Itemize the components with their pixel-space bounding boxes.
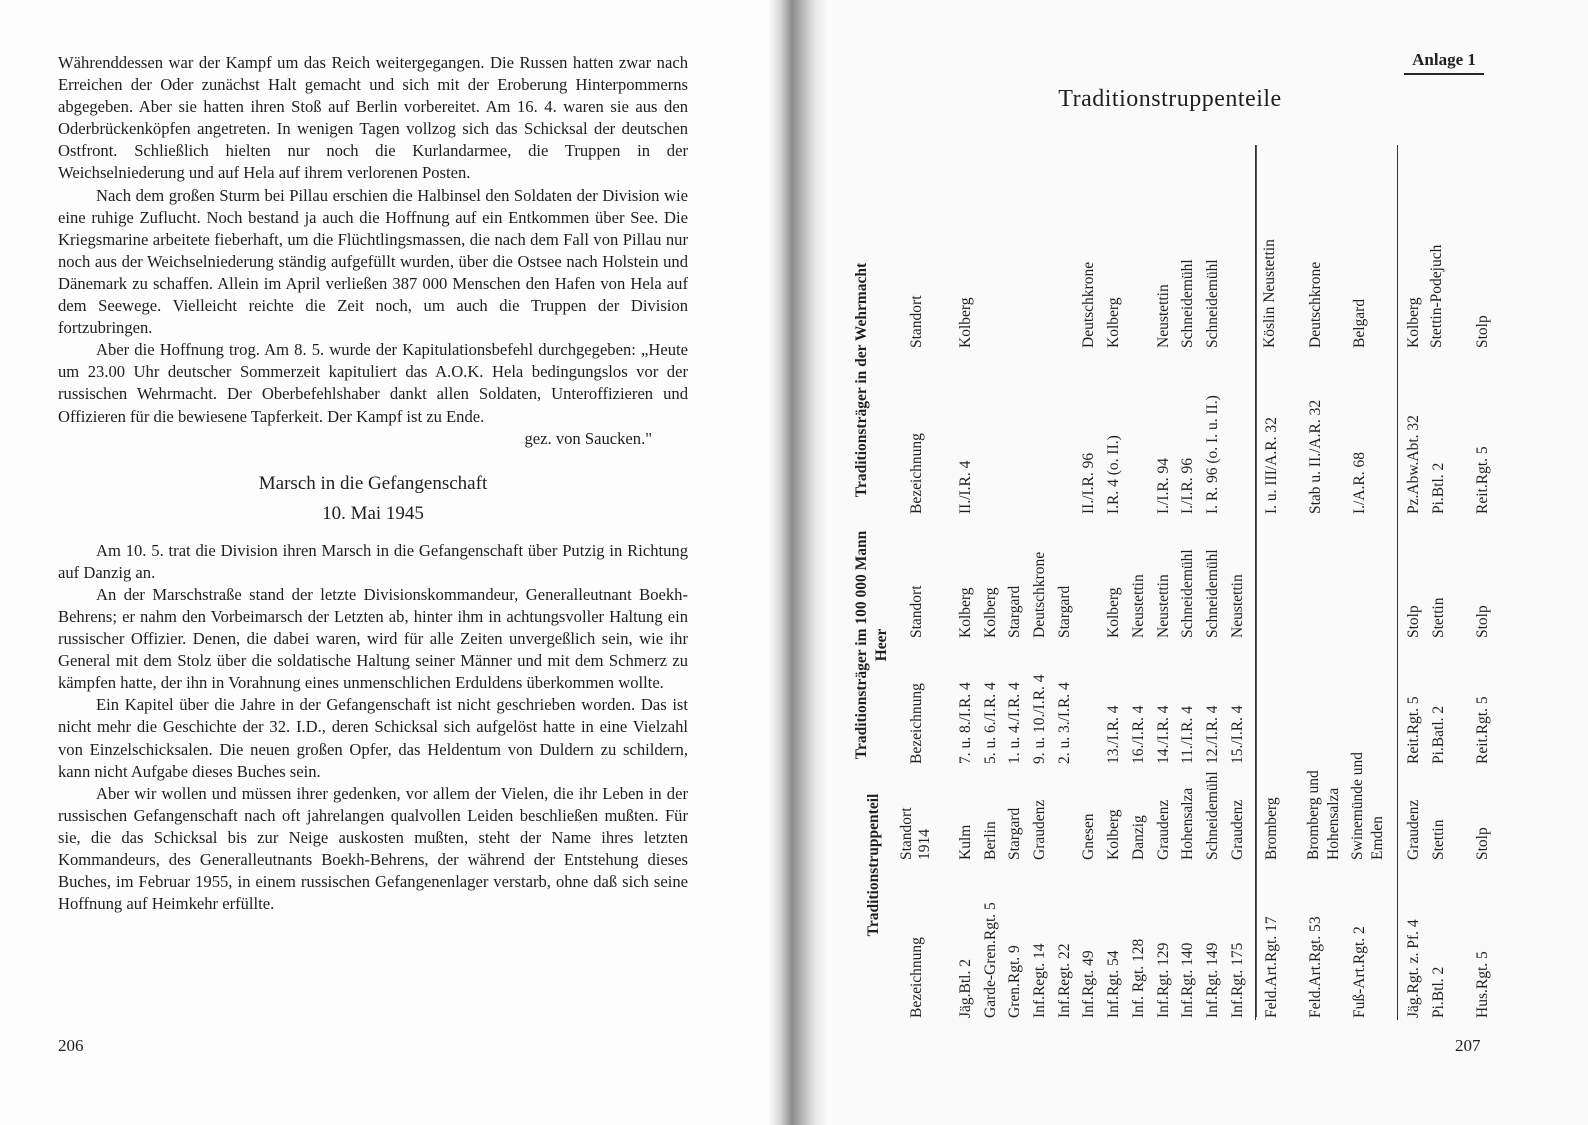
- table-cell: Pi.Batl. 2: [1429, 705, 1447, 764]
- table-cell: Inf.Rgt. 49: [1080, 950, 1098, 1018]
- appendix-label: Anlage 1: [1404, 50, 1484, 75]
- table-cell: Stargard: [1006, 585, 1024, 638]
- table-cell: Stolp: [1405, 605, 1423, 638]
- table-row: [954, 145, 979, 1020]
- table-cell: I./I.R. 96: [1179, 458, 1197, 514]
- table-row: [1260, 145, 1304, 1020]
- table-cell: Belgard: [1351, 298, 1369, 348]
- col-header: Standort: [908, 295, 925, 348]
- table-cell: Gnesen: [1080, 813, 1098, 860]
- paragraph: Ein Kapitel über die Jahre in der Gefangenschaft ist nicht geschrieben worden. Das ist nicht mehr die Geschichte der 32. I.D., deren Schicksal sich aufgelöst hatte in eine Vielzahl von Einzelschicksalen. Die neuen großen Opfer, das Heldentum von Duldern zu schildern, kann nicht Aufgabe dieses Buches sein.: [58, 695, 688, 781]
- table-cell: Inf. Rgt. 128: [1129, 938, 1147, 1018]
- table-cell: Stargard: [1055, 585, 1073, 638]
- table-cell: I. u. III/A.R. 32: [1263, 417, 1281, 514]
- table-cell: Feld.Art.Rgt. 53: [1307, 916, 1325, 1018]
- table-cell: Reit.Rgt. 5: [1405, 696, 1423, 764]
- table-cell: Kolberg: [1405, 297, 1423, 348]
- table-row: [1201, 145, 1226, 1020]
- table-cell: Graudenz: [1154, 799, 1172, 860]
- paragraph: Aber die Hoffnung trog. Am 8. 5. wurde der Kapitulationsbefehl durchgegeben: „Heute um 23.00 Uhr deutscher Sommerzeit kapituliert das A.O.K. Hela bedingungslos vor der russischen Wehrmacht. Der Oberbefehlshaber dankt allen Soldaten, Unteroffizieren und Offizieren für die bewiesene Tapferkeit. Der Kampf ist zu Ende.: [58, 340, 688, 426]
- table-cell: Stolp: [1473, 315, 1491, 348]
- table-cell: 2. u. 3./I.R. 4: [1055, 682, 1073, 764]
- book-gutter: [768, 0, 828, 1125]
- col-header: Standort: [908, 585, 925, 638]
- left-page: [0, 0, 785, 1125]
- page-number: 207: [1455, 1036, 1481, 1055]
- table-row: [1402, 145, 1427, 1020]
- table-cell: Bromberg: [1263, 797, 1281, 860]
- table-cell: Neustettin: [1228, 574, 1246, 638]
- table-row: [1304, 145, 1348, 1020]
- tradition-table: [830, 145, 1491, 1020]
- table-row: [1152, 145, 1177, 1020]
- table-cell: Jäg.Rgt. z. Pf. 4: [1405, 919, 1423, 1018]
- section-date: 10. Mai 1945: [322, 502, 424, 524]
- table-row: [1003, 145, 1028, 1020]
- signature: gez. von Saucken.": [524, 428, 652, 448]
- table-cell: Deutschkrone: [1031, 551, 1049, 638]
- table-cell: Stettin: [1429, 819, 1447, 860]
- table-cell: Stargard: [1006, 807, 1024, 860]
- table-cell: Inf.Regt. 14: [1031, 943, 1049, 1018]
- paragraph: An der Marschstraße stand der letzte Divisionskommandeur, Generalleutnant Boekh-Behrens; er nahm den Vorbeimarsch der Letzten ab, hinter ihm in achtungsvoller Haltung ein russischer Offizier. Denen, die dabei waren, wird für alle Zeiten unvergeßlich sein, wie ihr General mit dem Stolz über die soldatische Haltung seiner Männer und mit dem Schmerz zu kämpfen hatte, der ihn in Vorahnung eines unmenschlichen Erduldens überkommen wollte.: [58, 584, 688, 693]
- paragraph: Am 10. 5. trat die Division ihren Marsch in die Gefangenschaft über Putzig in Richtung auf Danzig an.: [58, 540, 688, 582]
- table-row: [1077, 145, 1102, 1020]
- table-cell: Kolberg: [1105, 809, 1123, 860]
- separator-line: [1255, 145, 1256, 1020]
- paragraph: Währenddessen war der Kampf um das Reich weitergegangen. Die Russen hatten zwar nach Erreichen der Oder zunächst Halt gemacht und sich mit der Eroberung Hinterpommerns abgegeben. Aber sie hatten ihren Stoß auf Berlin vorbereitet. Am 16. 4. waren sie aus den Oderbrückenköpfen angetreten. In wenigen Tagen vollzog sich das Schicksal der deutschen Ostfront. Schließlich hielten nur noch die Kurlandarmee, die Truppen in der Weichselniederung und auf Hela auf ihrem verlorenen Posten.: [58, 53, 688, 183]
- table-cell: 14./I.R. 4: [1154, 705, 1172, 764]
- table-cell: Swinemünde und Emden: [1349, 751, 1387, 860]
- table-cell: Danzig: [1129, 815, 1147, 860]
- table-cell: 11./I.R. 4: [1179, 706, 1197, 764]
- table-row: [1102, 145, 1127, 1020]
- col-header: Standort 1914: [898, 807, 933, 860]
- table-cell: Inf.Rgt. 129: [1154, 942, 1172, 1018]
- table-cell: Pi.Btl. 2: [1429, 462, 1447, 514]
- table-cell: Kolberg: [957, 587, 974, 638]
- table-cell: Stab u. II./A.R. 32: [1307, 399, 1325, 514]
- table-row: [1226, 145, 1251, 1020]
- table-row: [1028, 145, 1053, 1020]
- table-row: [1348, 145, 1392, 1020]
- table-cell: I. R. 96 (o. I. u. II.): [1203, 395, 1221, 514]
- table-cell: I./A.R. 68: [1351, 452, 1369, 514]
- table-cell: 12./I.R. 4: [1203, 705, 1221, 764]
- group-header: Traditionsträger im 100 000 Mann Heer: [853, 530, 890, 760]
- table-cell: Stettin: [1429, 597, 1447, 638]
- table-row: [1471, 145, 1496, 1020]
- table-cell: Köslin Neustettin: [1261, 239, 1279, 348]
- table-cell: Reit.Rgt. 5: [1473, 446, 1491, 514]
- table-cell: Schneidemühl: [1179, 549, 1197, 638]
- separator-line: [1397, 145, 1398, 1020]
- table-cell: Reit.Rgt. 5: [1473, 696, 1491, 764]
- table-cell: Neustettin: [1154, 574, 1172, 638]
- table-cell: Neustettin: [1129, 574, 1147, 638]
- table-cell: Kolberg: [981, 587, 999, 638]
- paragraph: Aber wir wollen und müssen ihrer gedenken, vor allem der Vielen, die ihr Leben in der russischen Gefangenschaft nach oft jahrelangen qualvollen Leiden beschließen mußten. Für sie, die das Schicksal bis zur Neige auskosten mußten, steht der Name ihres letzten Kommandeurs, des Generalleutnants Boekh-Behrens, der während der Entstehung dieses Buches, im Februar 1955, in einem russischen Gefangenenlager verstarb, ohne daß sich seine Hoffnung auf Heimkehr erfüllte.: [58, 783, 688, 914]
- left-page-text: [58, 52, 688, 915]
- table-cell: 13./I.R. 4: [1105, 705, 1123, 764]
- table-cell: Graudenz: [1228, 799, 1246, 860]
- table-cell: Feld.Art.Rgt. 17: [1263, 916, 1281, 1018]
- section-title: Marsch in die Gefangenschaft: [258, 472, 488, 494]
- table-cell: Hohensalza: [1179, 787, 1197, 860]
- group-header: Traditionstruppenteil: [865, 793, 882, 937]
- table-cell: Deutschkrone: [1307, 261, 1325, 348]
- table-cell: Garde-Gren.Rgt. 5: [981, 902, 999, 1018]
- table-cell: Berlin: [981, 821, 999, 860]
- group-separator: [1392, 145, 1402, 1020]
- table-cell: Jäg.Btl. 2: [957, 959, 974, 1018]
- table-cell: 1. u. 4./I.R. 4: [1006, 682, 1024, 764]
- table-cell: Inf.Rgt. 175: [1228, 942, 1246, 1018]
- table-cell: Inf.Regt. 22: [1055, 943, 1073, 1018]
- table-cell: II./I.R. 4: [957, 460, 974, 514]
- table-cell: Kulm: [957, 824, 974, 860]
- table-cell: Gren.Rgt. 9: [1006, 945, 1024, 1018]
- table-row: [1127, 145, 1152, 1020]
- table-cell: I.R. 4 (o. II.): [1105, 435, 1123, 514]
- table-cell: 9. u. 10./I.R. 4: [1031, 674, 1049, 764]
- table-cell: 15./I.R. 4: [1228, 705, 1246, 764]
- table-cell: Schneidemühl: [1203, 259, 1221, 348]
- table-body: [954, 145, 1496, 1020]
- table-cell: Kolberg: [1105, 297, 1123, 348]
- table-row: [1176, 145, 1201, 1020]
- col-header: Bezeichnung: [908, 683, 925, 764]
- table-cell: Pz.Abw.Abt. 32: [1405, 415, 1423, 514]
- group-header: Traditionsträger in der Wehrmacht: [853, 262, 870, 498]
- page-number: 206: [58, 1036, 84, 1055]
- table-cell: Inf.Rgt. 140: [1179, 942, 1197, 1018]
- table-cell: 7. u. 8./I.R. 4: [957, 682, 974, 764]
- table-cell: I./I.R. 94: [1154, 458, 1172, 514]
- table-cell: II./I.R. 96: [1080, 452, 1098, 514]
- table-cell: Neustettin: [1154, 284, 1172, 348]
- table-cell: Bromberg und Hohensalza: [1305, 770, 1343, 860]
- table-cell: Schneidemühl: [1203, 549, 1221, 638]
- table-cell: Inf.Rgt. 149: [1203, 942, 1221, 1018]
- col-header: Bezeichnung: [908, 433, 925, 514]
- table-row: [1427, 145, 1471, 1020]
- table-cell: Stolp: [1473, 605, 1491, 638]
- table-cell: Inf.Rgt. 54: [1105, 950, 1123, 1018]
- table-cell: 5. u. 6./I.R. 4: [981, 682, 999, 764]
- table-cell: Hus.Rgt. 5: [1473, 951, 1491, 1018]
- table-cell: Stolp: [1473, 827, 1491, 860]
- col-header: Bezeichnung: [908, 937, 925, 1018]
- table-cell: 16./I.R. 4: [1129, 705, 1147, 764]
- group-separator: [1250, 145, 1260, 1020]
- table-cell: Schneidemühl: [1179, 259, 1197, 348]
- table-cell: Graudenz: [1405, 799, 1423, 860]
- table-cell: Kolberg: [957, 297, 974, 348]
- table-row: [979, 145, 1004, 1020]
- table-cell: Fuß-Art.Rgt. 2: [1351, 926, 1369, 1018]
- table-cell: Schneidemühl: [1203, 771, 1221, 860]
- table-cell: Graudenz: [1031, 799, 1049, 860]
- table-cell: Kolberg: [1105, 587, 1123, 638]
- table-cell: Deutschkrone: [1080, 261, 1098, 348]
- page-title: Traditionstruppenteile: [1058, 86, 1282, 112]
- paragraph: Nach dem großen Sturm bei Pillau erschien die Halbinsel den Soldaten der Division wie eine ruhige Zuflucht. Noch bestand ja auch die Hoffnung auf ein Entkommen über See. Die Kriegsmarine arbeitete fieberhaft, um die Flüchtlingsmassen, die nach dem Fall von Pillau nur noch aus der Weichselniederung ständig aufgefüllt wurden, über die Ostsee nach Holstein und Dänemark zu schaffen. Allein im April verließen 387 000 Menschen den Hafen von Hela auf dem Seewege. Vielleicht reichte die Zeit noch, um auch die Truppen der Division fortzubringen.: [58, 185, 688, 338]
- table-cell: Pi.Btl. 2: [1429, 966, 1447, 1018]
- table-row: [1053, 145, 1078, 1020]
- table-cell: Stettin-Podejuch: [1427, 244, 1445, 348]
